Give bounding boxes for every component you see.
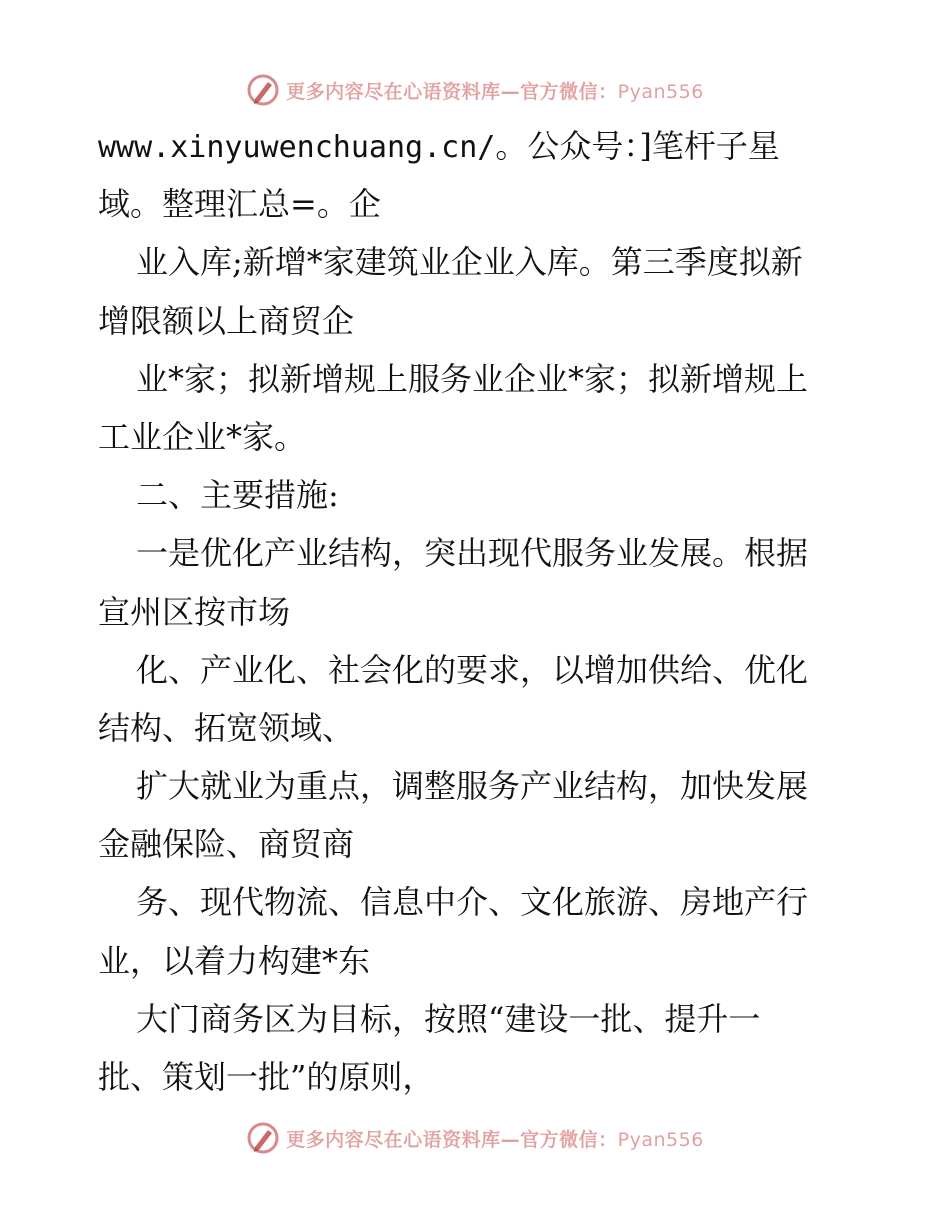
pen-logo-icon — [246, 73, 280, 107]
text-line: 业，以着力构建*东 — [98, 941, 371, 980]
text-line: 扩大就业为重点，调整服务产业结构，加快发展 — [136, 767, 809, 806]
document-body — [98, 117, 858, 1106]
watermark-text: 更多内容尽在心语资料库—官方微信：Pyan556 — [286, 80, 704, 103]
text-line: 批、策划一批”的原则， — [98, 1058, 435, 1096]
text-line: 增限额以上商贸企 — [98, 301, 355, 340]
text-line: www.xinyuwenchuang.cn/。公众号：]笔杆子星 — [98, 127, 780, 165]
header-watermark — [0, 70, 950, 110]
text-line: 域。整理汇总=。企 — [98, 185, 381, 224]
text-line: 化、产业化、社会化的要求，以增加供给、优化 — [136, 650, 809, 689]
pen-logo-icon — [246, 1121, 280, 1155]
text-line: 金融保险、商贸商 — [98, 825, 355, 864]
text-line: 二、主要措施: — [136, 476, 339, 515]
text-line: 务、现代物流、信息中介、文化旅游、房地产行 — [136, 883, 809, 922]
footer-watermark — [0, 1118, 950, 1158]
text-line: 工业企业*家。 — [98, 417, 307, 456]
text-line: 宣州区按市场 — [98, 592, 291, 631]
text-line: 业*家；拟新增规上服务业企业*家；拟新增规上 — [136, 359, 809, 398]
text-line: 业入库;新增*家建筑业企业入库。第三季度拟新 — [136, 243, 803, 282]
text-line: 大门商务区为目标，按照“建设一批、提升一 — [136, 999, 761, 1038]
text-line: 一是优化产业结构，突出现代服务业发展。根据 — [136, 534, 809, 573]
watermark-text: 更多内容尽在心语资料库—官方微信：Pyan556 — [286, 1128, 704, 1151]
text-line: 结构、拓宽领域、 — [98, 708, 355, 747]
